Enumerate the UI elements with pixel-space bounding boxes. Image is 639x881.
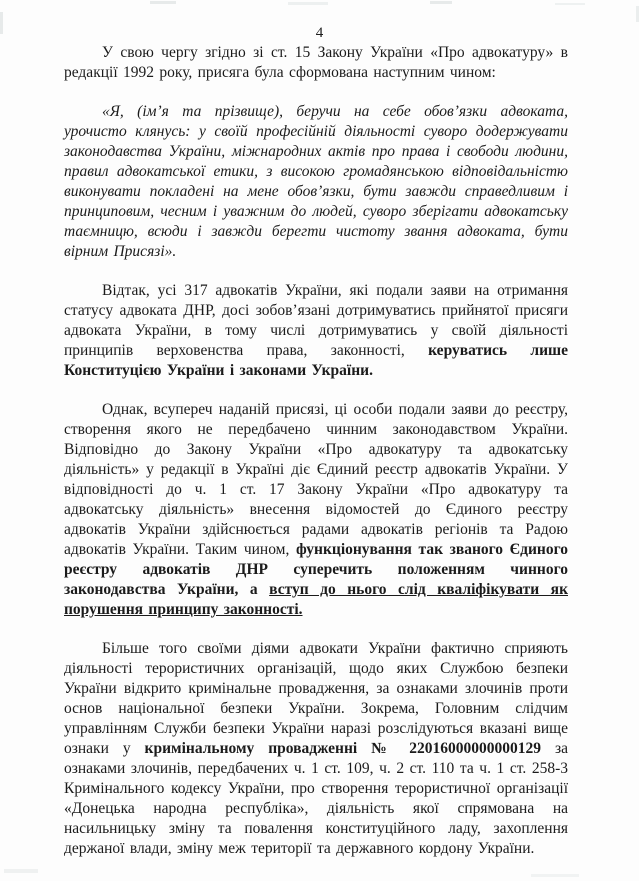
paragraph-registry-violation — [64, 400, 568, 620]
paragraph-intro — [64, 43, 568, 83]
text-run: вступ до нього слід кваліфікувати як порушення принципу законності. — [64, 581, 568, 618]
document-body — [64, 43, 568, 878]
text-run: Однак, всупереч наданій присязі, ці особи подали заяви до реєстру, створення якого не передбачено чинним законодавством України. Відповідно до Закону України «Про адвокатуру та адвокатську діяльність» у редакції в Україні діє Єдиний реєстр адвокатів України. У відповідності до ч. 1 ст. 17 Закону України «Про адвокатуру та адвокатську діяльність» внесення відомостей до Єдиного реєстру адвокатів України здійснюється радами адвокатів регіонів та Радою адвокатів України. Таким чином, — [64, 401, 568, 558]
scan-noise-mark — [555, 3, 585, 5]
paragraph-oath-obligation — [64, 281, 568, 381]
paragraph-criminal-proceedings — [64, 639, 568, 859]
scan-noise-mark — [430, 1, 452, 4]
text-run: Більше того своїми діями адвокати України фактично сприяють діяльності терористичних організацій, щодо яких Службою безпеки України відкрито кримінальне провадження, за ознаками злочинів проти основ національної безпеки України. Зокрема, Головним слідчим управлінням Служби безпеки України наразі розслідуються вказані вище ознаки у — [64, 640, 568, 757]
paragraph-oath-quote — [64, 102, 568, 262]
text-run: Відтак, усі 317 адвокатів України, які подали заяви на отримання статусу адвоката ДНР, досі зобов’язані дотримуватись прийнятої присяги адвоката України, в тому числі дотримуватись у своїй діяльності принципів верховенства права, законності, — [64, 282, 568, 359]
scan-noise-mark — [4, 869, 38, 873]
text-run: функціонування так званого Єдиного реєстру адвокатів ДНР суперечить положенням чинного законодавства України, а — [64, 541, 568, 598]
text-run: «Я, (ім’я та прізвище), беручи на себе обов’язки адвоката, урочисто клянусь: у своїй професійній діяльності суворо додержувати законодавства України, міжнародних актів про права і свободи людини, правил адвокатської етики, з високою громадянською відповідальністю виконувати покладені на мене обов’язки, бути завжди справедливим і принциповим, чесним і уважним до людей, суворо зберігати адвокатську таємницю, всюди і завжди берегти чистоту звання адвоката, бути вірним Присязі». — [64, 103, 568, 260]
page-number: 4 — [315, 25, 324, 41]
text-run: керуватись лише Конституцією України і законами України. — [64, 342, 568, 379]
text-run: за ознаками злочинів, передбачених ч. 1 ст. 109, ч. 2 ст. 110 та ч. 1 ст. 258-3 Кримінального кодексу України, про створення терористичної організації «Донецька народна республіка», діяльність якої спрямована на насильницьку зміну та повалення конституційного ладу, захоплення держаної влади, зміну меж території та державного кордону України. — [64, 740, 568, 857]
text-run: У свою чергу згідно зі ст. 15 Закону України «Про адвокатуру» в редакції 1992 року, присяга була сформована наступним чином: — [64, 44, 568, 81]
text-run: кримінальному провадженні № 22016000000000129 — [144, 740, 542, 757]
scan-noise-mark — [288, 2, 328, 5]
scan-noise-mark — [150, 1, 176, 4]
